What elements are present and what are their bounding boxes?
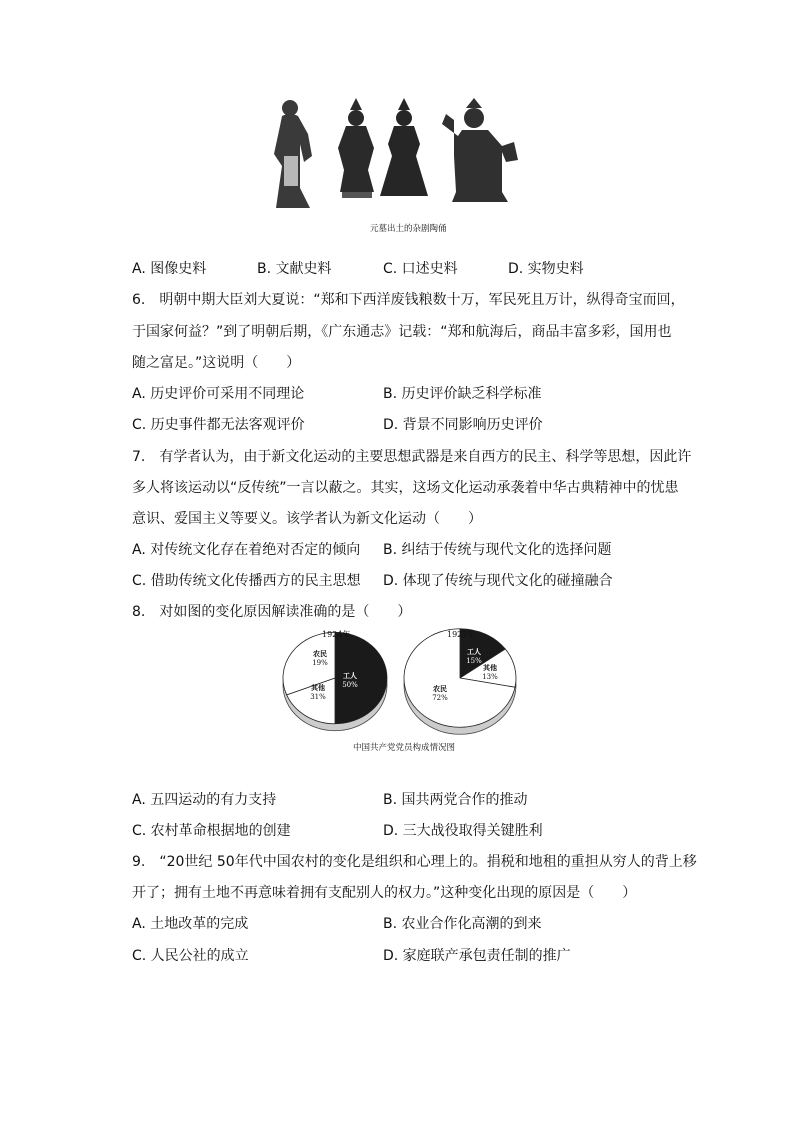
q6-stem-line-1: 6. 明朝中期大臣刘大夏说：“郑和下西洋废钱粮数十万，军民死且万计，纵得奇宝而回，: [132, 292, 685, 308]
q8-stem: 8. 对如图的变化原因解读准确的是（ ）: [132, 604, 412, 620]
q5-option-b: B. 文献史料: [257, 261, 332, 277]
q6-number: 6.: [132, 292, 146, 308]
pie-1-label-工人: 工人: [467, 647, 481, 656]
q9-option-a: A. 土地改革的完成: [132, 916, 249, 932]
pie-0-value-农民: 19%: [312, 659, 328, 667]
pie-1-value-其他: 13%: [482, 673, 498, 681]
q7-stem-line-1: 7. 有学者认为，由于新文化运动的主要思想武器是来自西方的民主、科学等思想，因此许: [132, 449, 692, 465]
pie-0-label-农民: 农民: [313, 649, 327, 658]
pie-0-title: 1924年: [322, 630, 351, 639]
q5-option-c: C. 口述史料: [383, 261, 458, 277]
figurines-caption: 元墓出土的杂剧陶俑: [370, 224, 447, 234]
pie-1-label-农民: 农民: [433, 684, 447, 693]
q9-option-b: B. 农业合作化高潮的到来: [383, 916, 542, 932]
q5-option-d: D. 实物史料: [508, 261, 584, 277]
pie-0-label-其他: 其他: [311, 683, 325, 692]
q6-option-d: D. 背景不同影响历史评价: [383, 417, 543, 433]
q6-stem-line-2: 于国家何益？”到了明朝后期，《广东通志》记载：“郑和航海后，商品丰富多彩，国用也: [132, 324, 672, 340]
q8-option-d: D. 三大战役取得关键胜利: [383, 823, 543, 839]
q9-option-d: D. 家庭联产承包责任制的推广: [383, 948, 571, 964]
q9-number: 9.: [132, 854, 146, 870]
q8-number: 8.: [132, 604, 146, 620]
pie-1-value-农民: 72%: [432, 694, 448, 702]
q5-option-a: A. 图像史料: [132, 261, 207, 277]
q6-option-b: B. 历史评价缺乏科学标准: [383, 386, 542, 402]
figurines-image: [270, 96, 530, 214]
q6-option-a: A. 历史评价可采用不同理论: [132, 386, 305, 402]
q7-number: 7.: [132, 449, 146, 465]
q7-option-b: B. 纠结于传统与现代文化的选择问题: [383, 542, 612, 558]
pie-1-value-工人: 15%: [466, 657, 482, 665]
q7-stem-line-2: 多人将该运动以“反传统”一言以蔽之。其实，这场文化运动承袭着中华古典精神中的忧患: [132, 480, 679, 496]
pie-0-label-工人: 工人: [343, 671, 357, 680]
q9-stem-line-2: 开了；拥有土地不再意味着拥有支配别人的权力。”这种变化出现的原因是（ ）: [132, 885, 637, 901]
party-composition-chart: [280, 628, 530, 736]
pie-0-value-其他: 31%: [310, 693, 326, 701]
pie-0-value-工人: 50%: [342, 681, 358, 689]
q7-option-c: C. 借助传统文化传播西方的民主思想: [132, 573, 361, 589]
pie-1-title: 1927年: [447, 630, 476, 639]
q7-stem-line-3: 意识、爱国主义等要义。该学者认为新文化运动（ ）: [132, 511, 482, 527]
q7-option-a: A. 对传统文化存在着绝对否定的倾向: [132, 542, 361, 558]
q9-option-c: C. 人民公社的成立: [132, 948, 249, 964]
q9-stem-line-1: 9. “20世纪 50年代中国农村的变化是组织和心理上的。捐税和地租的重担从穷人的背上移: [132, 854, 697, 870]
party-chart-caption: 中国共产党党员构成情况图: [353, 743, 456, 753]
pie-1-label-其他: 其他: [483, 663, 497, 672]
q7-option-d: D. 体现了传统与现代文化的碰撞融合: [383, 573, 613, 589]
q8-option-c: C. 农村革命根据地的创建: [132, 823, 291, 839]
q8-option-a: A. 五四运动的有力支持: [132, 792, 277, 808]
q6-stem-line-3: 随之富足。”这说明（ ）: [132, 355, 301, 371]
q6-option-c: C. 历史事件都无法客观评价: [132, 417, 305, 433]
q8-option-b: B. 国共两党合作的推动: [383, 792, 528, 808]
